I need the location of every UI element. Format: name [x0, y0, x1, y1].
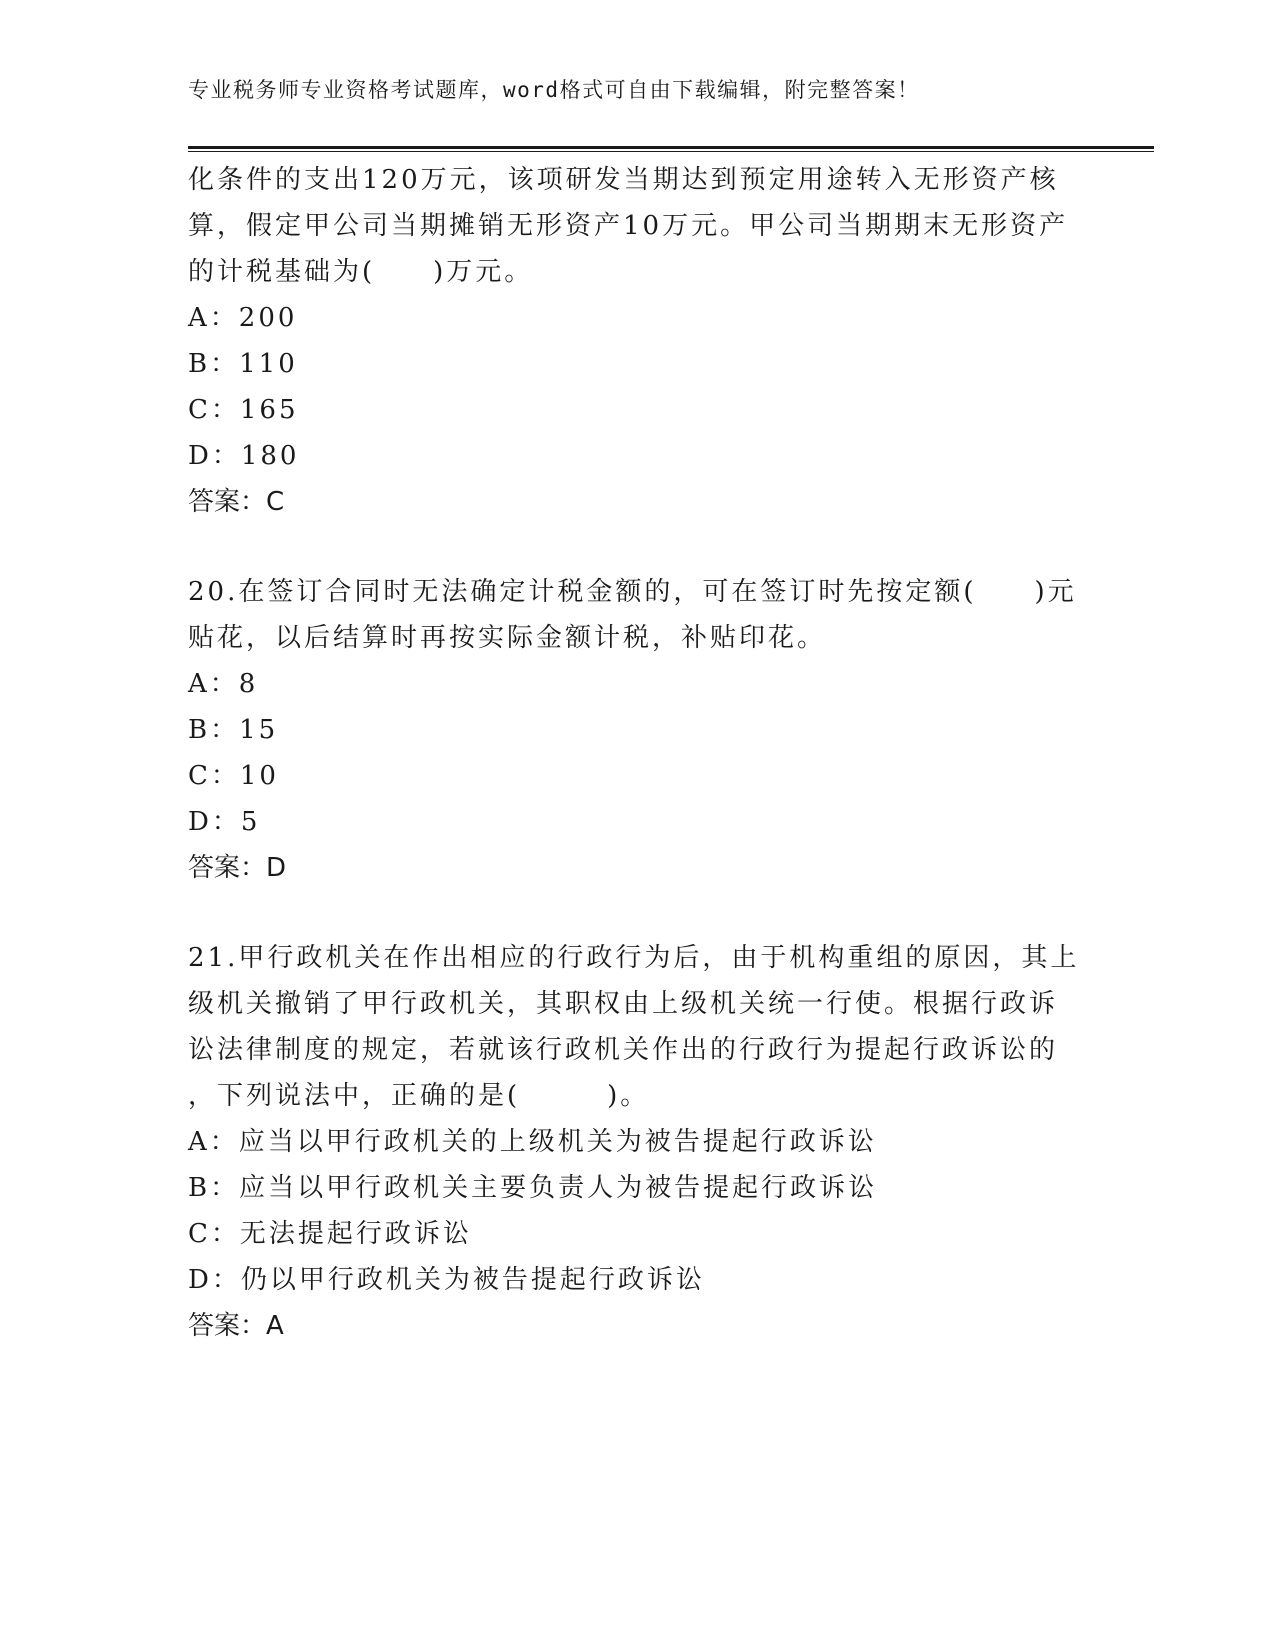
header-rule-thin: [188, 151, 1154, 152]
option-a: A：8: [188, 669, 259, 699]
answer-line: 答案：A: [188, 1311, 284, 1341]
option-c: C：165: [188, 395, 299, 425]
option-a: A：应当以甲行政机关的上级机关为被告提起行政诉讼: [188, 1127, 877, 1157]
option-a: A：200: [188, 303, 298, 333]
option-c: C：10: [188, 761, 279, 791]
option-b: B：15: [188, 715, 279, 745]
option-b: B：应当以甲行政机关主要负责人为被告提起行政诉讼: [188, 1173, 878, 1203]
question-stem-line: 讼法律制度的规定，若就该行政机关作出的行政行为提起行政诉讼的: [188, 1035, 1059, 1065]
question-stem-line: 贴花，以后结算时再按实际金额计税，补贴印花。: [188, 623, 827, 653]
question-stem-line: 算，假定甲公司当期摊销无形资产10万元。甲公司当期期末无形资产: [188, 211, 1069, 241]
answer-line: 答案：C: [188, 487, 285, 517]
answer-line: 答案：D: [188, 853, 287, 883]
question-stem-line: 化条件的支出120万元，该项研发当期达到预定用途转入无形资产核: [188, 165, 1059, 195]
question-stem-line: ，下列说法中，正确的是( )。: [188, 1081, 650, 1111]
option-c: C：无法提起行政诉讼: [188, 1219, 472, 1249]
page-header: 专业税务师专业资格考试题库，word格式可自由下载编辑，附完整答案！: [188, 78, 920, 102]
question-block: [188, 569, 1088, 891]
question-stem-line: 20.在签订合同时无法确定计税金额的，可在签订时先按定额( )元: [188, 577, 1077, 607]
option-d: D：5: [188, 807, 261, 837]
header-rule-thick: [188, 146, 1154, 149]
question-block: [188, 157, 1088, 525]
question-stem-line: 21.甲行政机关在作出相应的行政行为后，由于机构重组的原因，其上: [188, 943, 1080, 973]
option-d: D：仍以甲行政机关为被告提起行政诉讼: [188, 1265, 705, 1295]
question-stem-line: 级机关撤销了甲行政机关，其职权由上级机关统一行使。根据行政诉: [188, 989, 1059, 1019]
option-d: D：180: [188, 441, 300, 471]
question-list: [188, 157, 1088, 1349]
question-stem-line: 的计税基础为( )万元。: [188, 257, 534, 287]
option-b: B：110: [188, 349, 298, 379]
question-block: [188, 935, 1088, 1349]
